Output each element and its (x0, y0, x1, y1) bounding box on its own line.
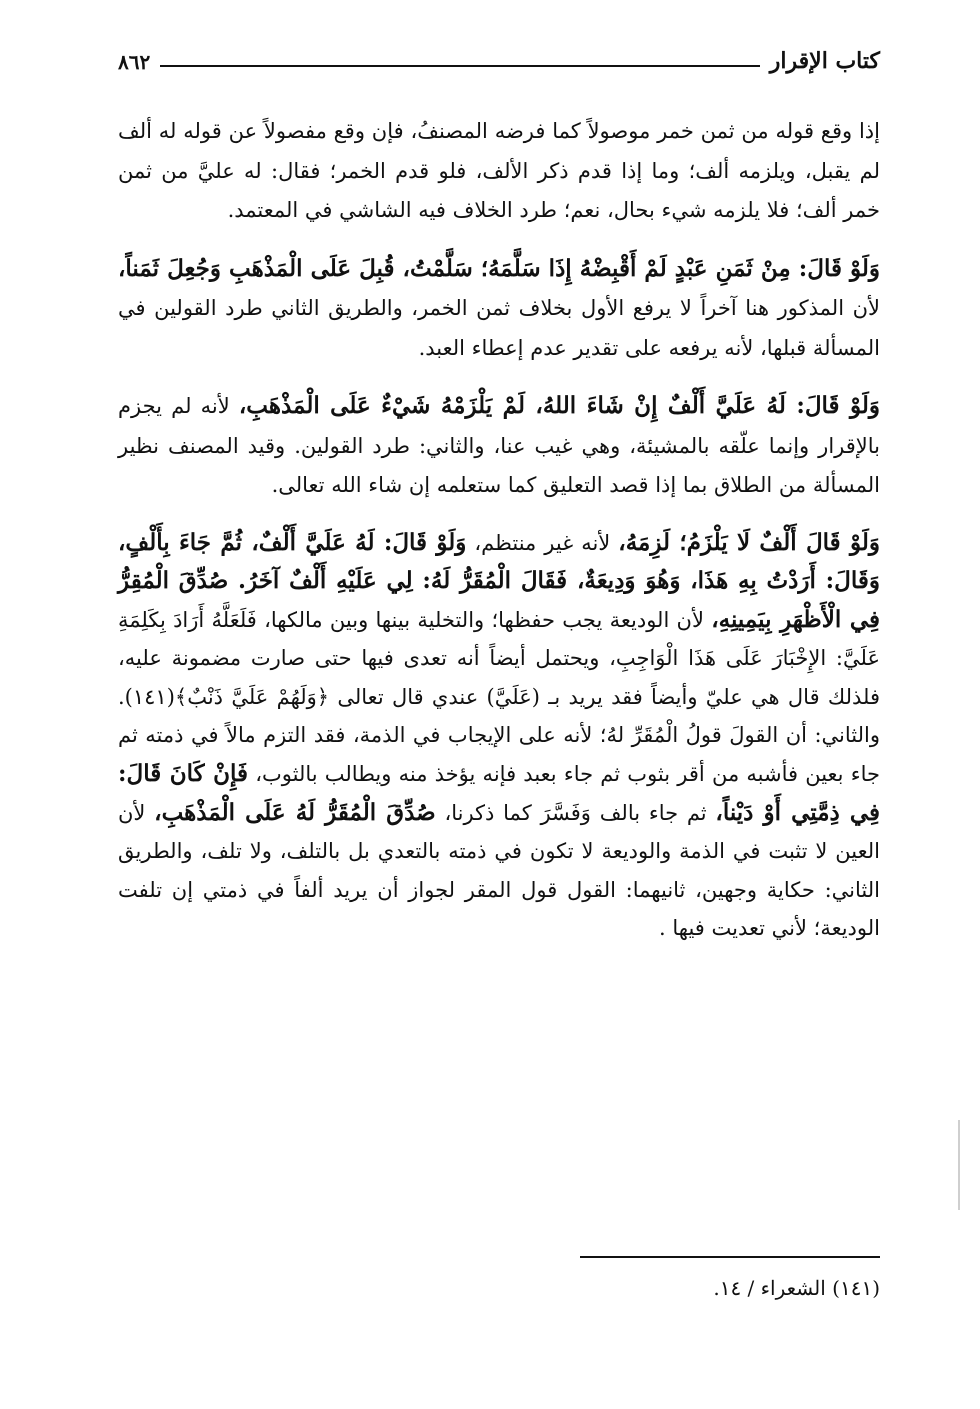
paragraph (118, 524, 880, 949)
footnote-separator (580, 1256, 880, 1258)
commentary-text: لأن المذكور هنا آخراً لا يرفع الأول بخلاف ثمن الخمر، والطريق الثاني طرد القولين في المسألة قبلها، لأنه يرفعه على تقدير عدم إعطاء العبد. (118, 296, 880, 360)
commentary-text: ويحتمل أيضاً أنه تعدى فيها حتى صارت مضمونة عليه، فلذلك قال هي عليّ وأيضاً فقد يريد بـ (عَلَيَّ) عندي قال تعالى ﴿وَلَهُمْ عَلَيَّ ذَنْبٌ﴾(١٤١). والثاني: أن القولَ قولُ الْمُقَرِّ لهُ؛ لأنه على الإيجاب في الذمة، فقد التزم مالاً في ذمته ثم جاء بعين فأشبه من أقر بثوب ثم جاء بعبد فإنه يؤخذ منه ويطالب بالثوب، (118, 646, 881, 787)
commentary-text: لأن الوديعة يجب حفظها؛ والتخلية بينها وبين مالكها، (256, 607, 712, 632)
matn-text: فَإِنْ كَانَ قَالَ: فِي ذِمَّتِي أَوْ دَيْناً، (118, 760, 881, 826)
matn-text: وَلَوْ قَالَ: لَهُ عَلَيَّ أَلْفٌ إِنْ شَاءَ اللهُ، لَمْ يَلْزَمْهُ شَيْءٌ عَلَى الْمَذْهَبِ، (238, 392, 880, 419)
book-title: كتاب الإقرار (769, 48, 880, 74)
paragraph (118, 386, 880, 506)
page-number: ٨٦٢ (118, 50, 151, 74)
commentary-text: فَلَعَلَّهُ أَرَادَ بِكَلِمَةِ عَلَيَّ: الإِخْبَارَ عَلَى هَذَا الْوَاجِبِ، (118, 607, 880, 671)
commentary-text: لأنه لم يجزم بالإقرار وإنما علّقه بالمشيئة، وهي غيب عنا، والثاني: طرد القولين. وقيد المصنف نظير المسألة من الطلاق بما إذا قصد التعليق كما ستعلمه إن شاء الله تعالى. (118, 394, 880, 497)
page-header (118, 48, 880, 74)
commentary-text: إذا وقع قوله من ثمن خمر موصولاً كما فرضه المصنفُ، فإن وقع مفصولاً عن قوله له ألف لم يقبل، ويلزمه ألف؛ وما إذا قدم ذكر الألف، فلو قدم الخمر؛ فقال: له عليَّ من ثمن خمر ألف؛ فلا يلزمه شيء بحال، نعم؛ طرد الخلاف فيه الشاشي في المعتمد. (118, 119, 880, 222)
header-rule (160, 65, 760, 67)
scan-edge-mark (958, 1120, 960, 1210)
commentary-text: لأن العين لا تثبت في الذمة والوديعة لا تكون في ذمته بالتعدي بل بالتلف، ولا تلف، والطريق الثاني: حكاية وجهين، ثانيهما: القول قول المقر لجواز أن يريد ألفاً في ذمتي إن تلفت الوديعة؛ لأني تعديت فيها . (118, 800, 880, 941)
matn-text: وَلَوْ قَالَ أَلْفٌ لَا يَلْزَمُ؛ لَزِمَهُ، (618, 528, 880, 556)
matn-text: وَلَوْ قَالَ: مِنْ ثَمَنِ عَبْدٍ لَمْ أَقْبِضْهُ إِذَا سَلَّمَهُ؛ سَلَّمْتُ، قُبِلَ عَلَى الْمَذْهَبِ وَجُعِلَ ثَمَناً، (118, 254, 880, 282)
page-body (118, 112, 880, 966)
matn-text: وَلَوْ قَالَ: لَهُ عَلَيَّ أَلْفٌ، ثُمَّ جَاءَ بِأَلْفٍ، وَقَالَ: أَرَدْتُ بِهِ هَذَا، وَهُوَ وَدِيعَةٌ، فَقَالَ الْمُقَرُّ لَهُ: لِي عَلَيْهِ أَلْفٌ آخَرُ. صُدِّقَ الْمُقِرُّ فِي الْأَظْهَرِ بِيَمِينِهِ، (118, 528, 880, 633)
footnote: (١٤١) الشعراء / ١٤. (713, 1276, 880, 1300)
matn-text: صُدِّقَ الْمُقَرُّ لَهُ عَلَى الْمَذْهَبِ، (154, 798, 436, 826)
paragraph (118, 112, 880, 231)
commentary-text: ثم جاء بالف وَفَسَّرَ كما ذكرنا، (435, 800, 716, 825)
paragraph (118, 249, 880, 369)
commentary-text: لأنه غير منتظم، (466, 530, 619, 555)
